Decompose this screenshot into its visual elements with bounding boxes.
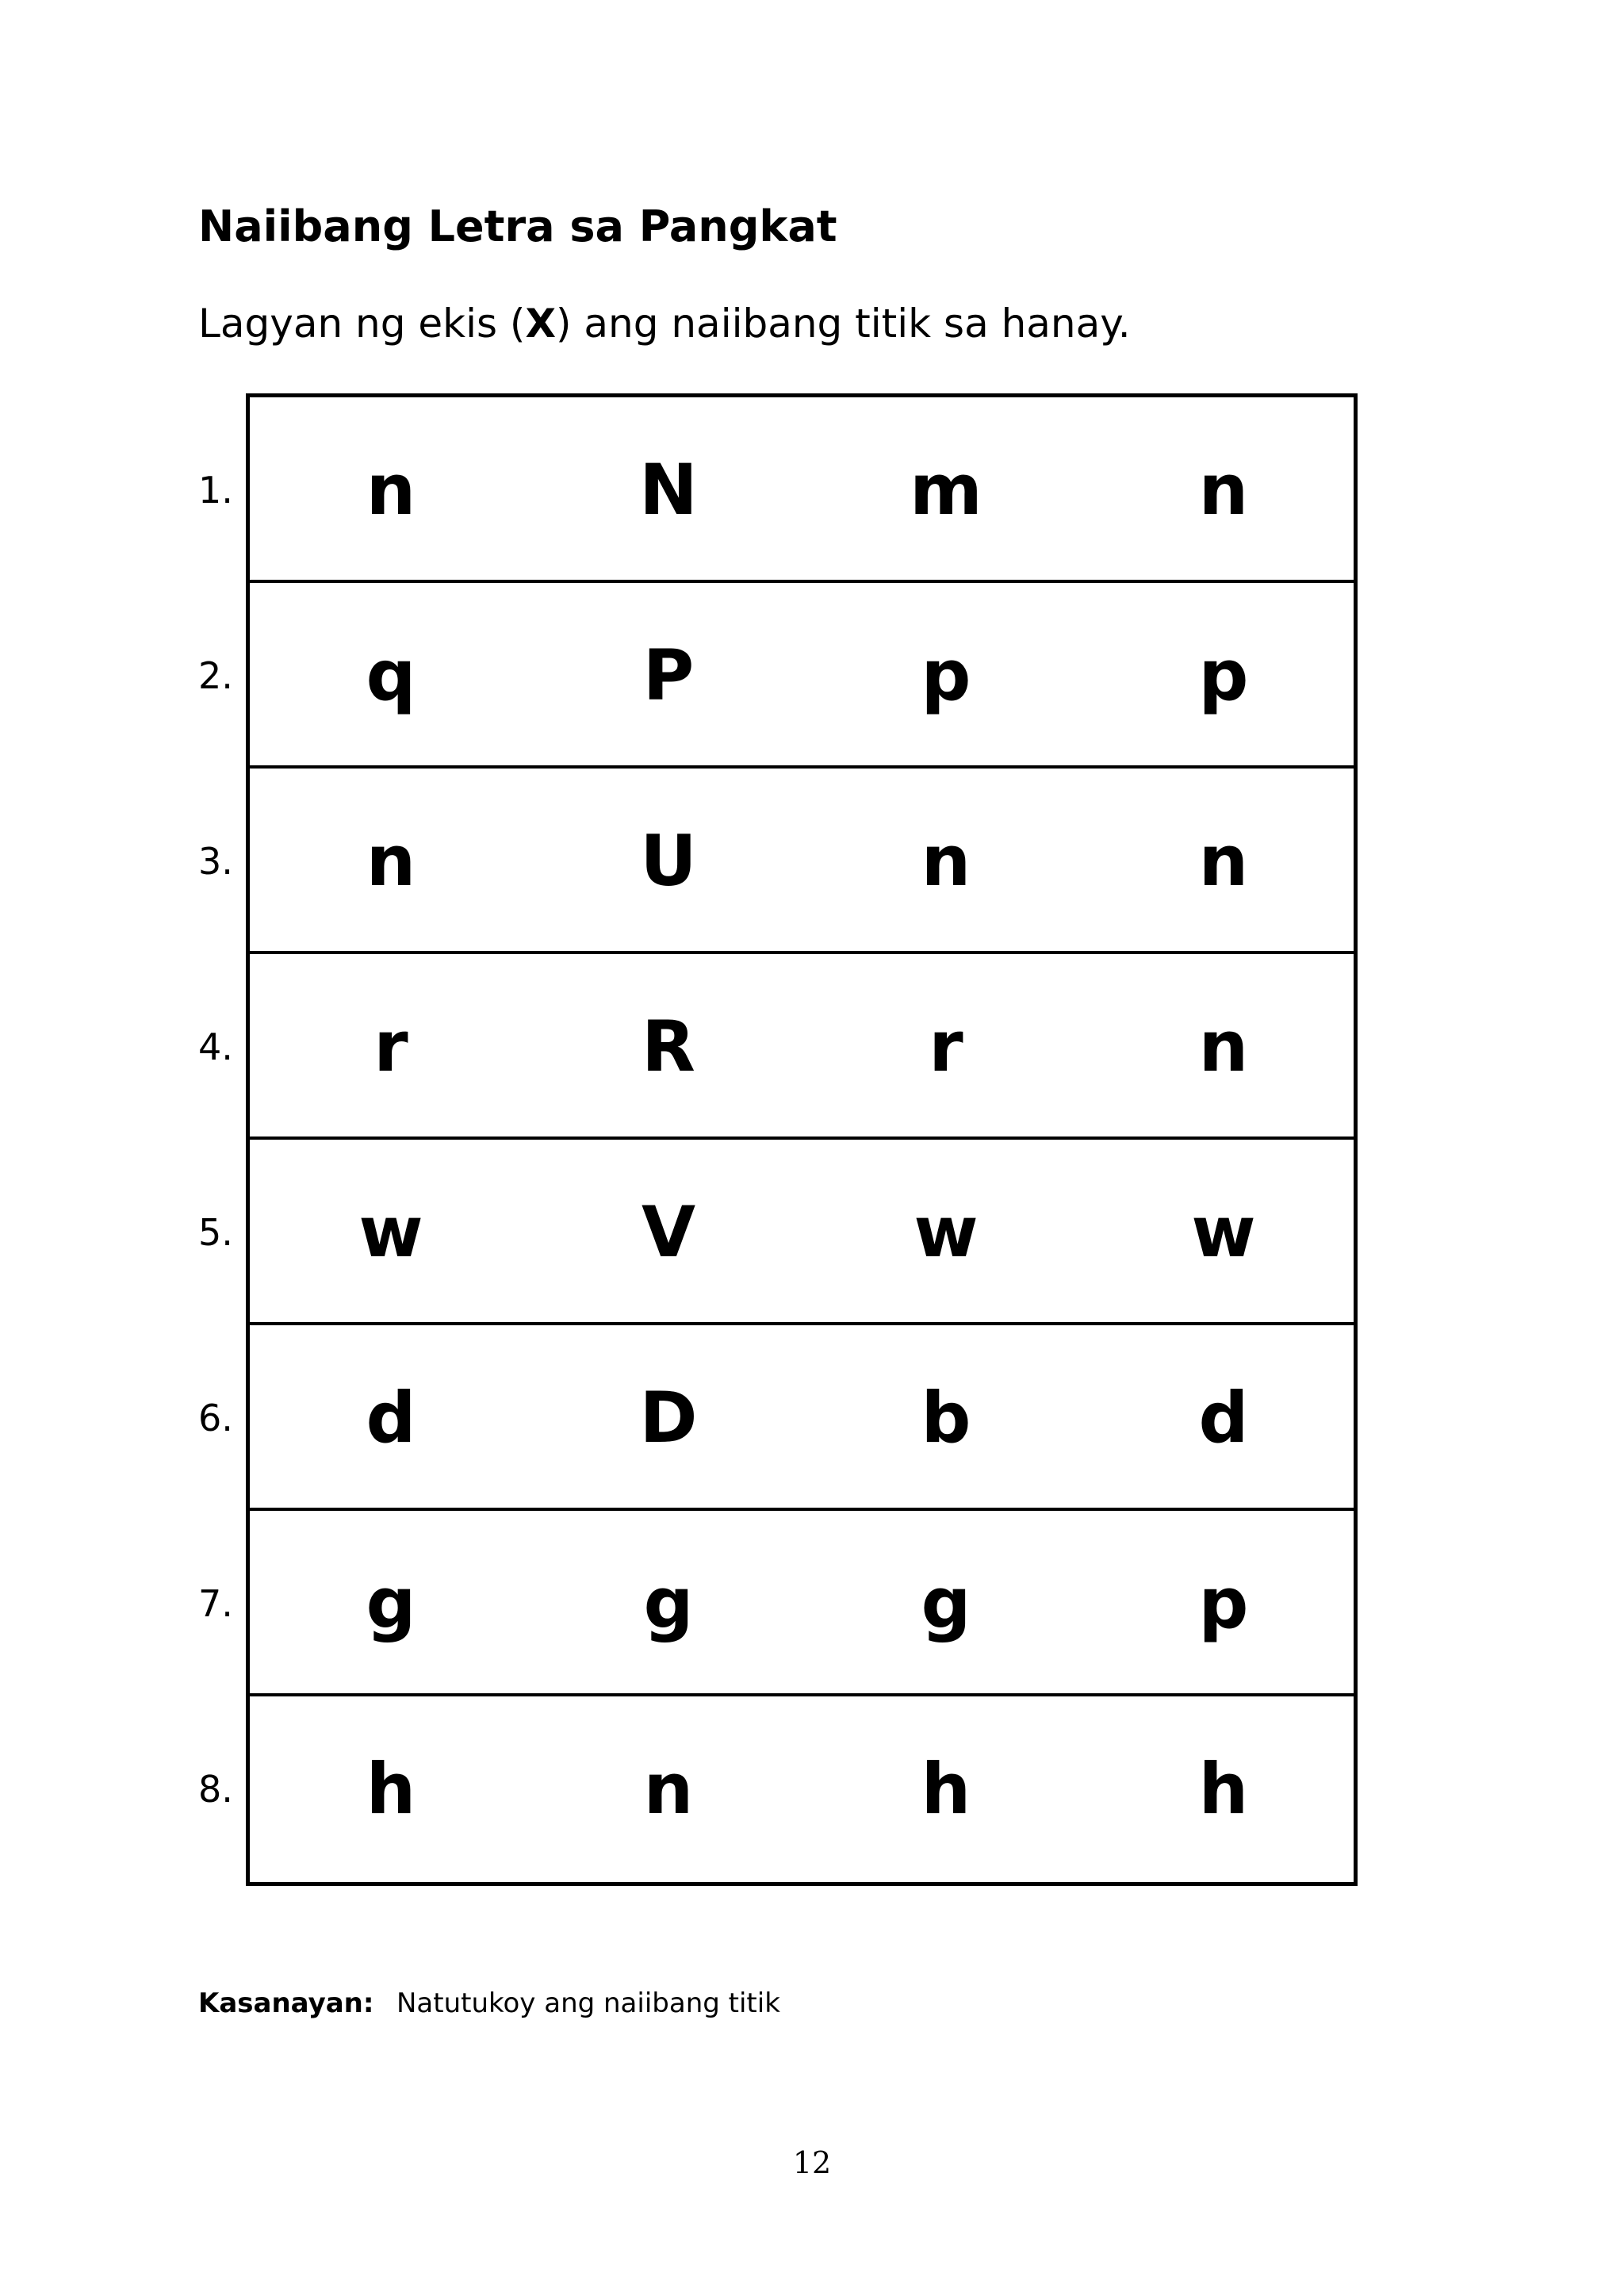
letter-cell[interactable]: h: [366, 1748, 416, 1830]
letter-cell[interactable]: N: [639, 449, 698, 531]
letter-cell[interactable]: w: [914, 1191, 979, 1273]
skill-label: Kasanayan:: [198, 1987, 374, 2019]
letter-cell[interactable]: V: [641, 1191, 696, 1273]
letter-cell[interactable]: g: [921, 1562, 971, 1644]
letter-cell[interactable]: b: [921, 1377, 971, 1458]
instruction-mark: X: [525, 301, 556, 347]
row-number-6: 6.: [198, 1397, 233, 1439]
letter-cell[interactable]: p: [1198, 634, 1249, 716]
row-number-5: 5.: [198, 1211, 233, 1254]
letter-cell[interactable]: n: [643, 1748, 694, 1830]
letter-cell[interactable]: d: [366, 1377, 416, 1458]
table-row: [250, 1696, 1354, 1882]
letter-cell[interactable]: n: [1198, 1006, 1249, 1087]
table-row: [250, 583, 1354, 769]
table-row: [250, 1140, 1354, 1325]
letter-cell[interactable]: D: [639, 1377, 698, 1458]
page-title: Naiibang Letra sa Pangkat: [198, 201, 837, 251]
skill-value: Natutukoy ang naiibang titik: [396, 1987, 780, 2019]
letter-cell[interactable]: r: [929, 1006, 963, 1087]
row-number-2: 2.: [198, 654, 233, 697]
letter-cell[interactable]: h: [921, 1748, 971, 1830]
row-number-1: 1.: [198, 469, 233, 512]
letter-cell[interactable]: n: [1198, 449, 1249, 531]
letter-cell[interactable]: P: [642, 634, 695, 716]
letter-cell[interactable]: n: [366, 820, 416, 902]
letter-cell[interactable]: n: [1198, 820, 1249, 902]
letter-cell[interactable]: p: [921, 634, 971, 716]
letter-cell[interactable]: R: [642, 1006, 695, 1087]
table-row: [250, 769, 1354, 954]
letter-cell[interactable]: w: [1191, 1191, 1256, 1273]
letter-cell[interactable]: q: [366, 634, 416, 716]
page-number: 12: [792, 2145, 832, 2180]
row-number-3: 3.: [198, 840, 233, 883]
table-row: [250, 1325, 1354, 1511]
skill-note: [198, 1984, 780, 2022]
table-row: [250, 397, 1354, 583]
letter-cell[interactable]: p: [1198, 1562, 1249, 1644]
letter-cell[interactable]: w: [358, 1191, 423, 1273]
instruction-text: [198, 295, 1131, 352]
row-number-4: 4.: [198, 1025, 233, 1068]
row-number-8: 8.: [198, 1768, 233, 1811]
letter-cell[interactable]: d: [1198, 1377, 1249, 1458]
instruction-after: ) ang naiibang titik sa hanay.: [556, 301, 1131, 347]
letter-cell[interactable]: h: [1198, 1748, 1249, 1830]
row-number-7: 7.: [198, 1582, 233, 1625]
letter-cell[interactable]: m: [910, 449, 982, 531]
table-row: [250, 1511, 1354, 1696]
table-row: [250, 954, 1354, 1140]
letter-cell[interactable]: U: [640, 820, 697, 902]
letter-cell[interactable]: r: [373, 1006, 408, 1087]
letter-cell[interactable]: g: [366, 1562, 416, 1644]
instruction-before: Lagyan ng ekis (: [198, 301, 526, 347]
letter-cell[interactable]: g: [643, 1562, 694, 1644]
letter-cell[interactable]: n: [366, 449, 416, 531]
letter-table: [246, 393, 1358, 1886]
letter-cell[interactable]: n: [921, 820, 971, 902]
